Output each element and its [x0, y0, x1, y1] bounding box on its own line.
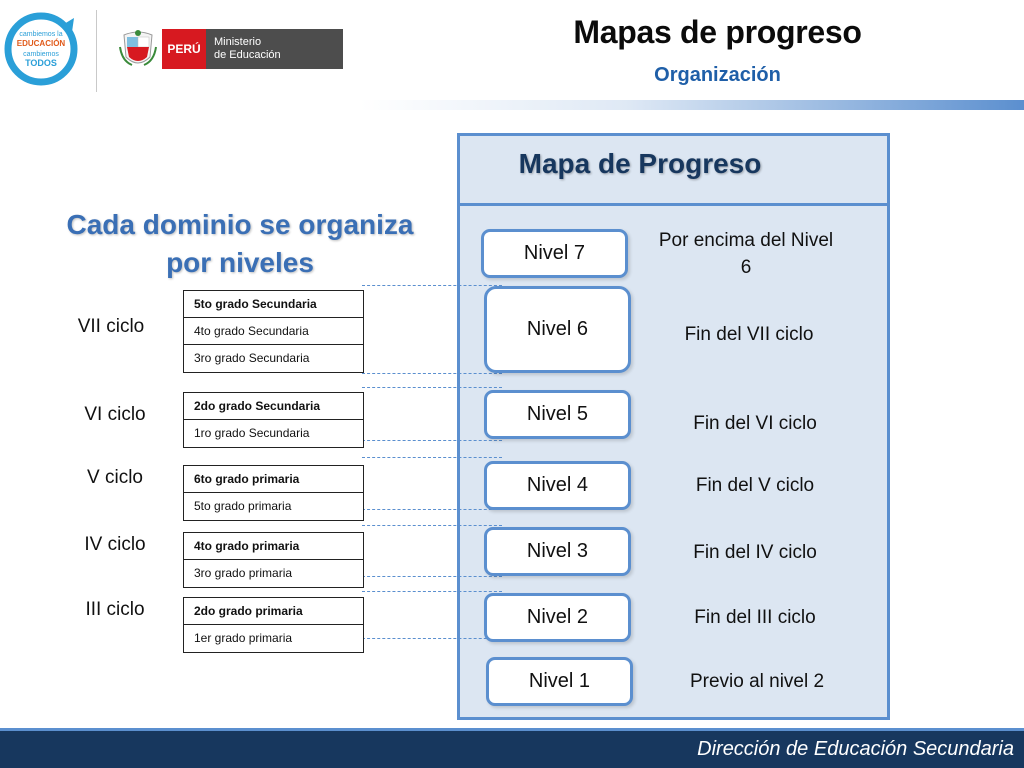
grade-cell: 1er grado primaria: [194, 631, 293, 645]
grade-table-iv: [183, 532, 364, 588]
connector-line: [362, 525, 502, 526]
nivel-1-desc: Previo al nivel 2: [689, 671, 825, 692]
grade-cell: 2do grado Secundaria: [184, 393, 363, 420]
grade-table-iii: [183, 597, 364, 653]
nivel-5-box: Nivel 5: [484, 390, 631, 439]
section-heading: [50, 206, 430, 282]
section-heading-line2: por niveles: [166, 247, 314, 278]
ministry-label: [206, 29, 343, 69]
grade-table-v: [183, 465, 364, 521]
footer-text: Dirección de Educación Secundaria: [697, 738, 1014, 760]
grade-table-vi: [183, 392, 364, 448]
nivel-2-box: Nivel 2: [484, 593, 631, 642]
connector-line: [362, 440, 502, 441]
peru-coat-of-arms-icon: [118, 27, 158, 71]
section-heading-line1: Cada dominio se organiza: [66, 209, 414, 240]
connector-line: [362, 457, 502, 458]
grade-cell: 5to grado primaria: [194, 499, 292, 513]
ciclo-label-iii: III ciclo: [85, 599, 145, 620]
nivel-4-desc: Fin del V ciclo: [695, 475, 815, 496]
logo-text-2: EDUCACIÓN: [16, 39, 66, 48]
ciclo-label-vi: VI ciclo: [84, 404, 146, 425]
connector-line: [362, 509, 502, 510]
nivel-7-desc: Por encima del Nivel 6: [658, 230, 834, 278]
grade-table-vii: [183, 290, 364, 373]
logo-text-4: TODOS: [25, 58, 57, 68]
map-title: Mapa de Progreso: [518, 148, 762, 179]
nivel-5-desc: Fin del VI ciclo: [693, 413, 817, 434]
nivel-2-desc: Fin del III ciclo: [694, 607, 816, 628]
ciclo-label-v: V ciclo: [87, 467, 143, 488]
peru-label: PERÚ: [162, 29, 206, 69]
logo-text-3: cambiemos: [23, 51, 59, 58]
logo-text-1: cambiemos la: [19, 31, 63, 38]
header-gradient-band: [360, 100, 1024, 110]
connector-line: [362, 285, 502, 286]
grade-cell: 4to grado primaria: [184, 533, 363, 560]
grade-cell: 5to grado Secundaria: [184, 291, 363, 318]
page-title: Mapas de progreso: [573, 14, 862, 50]
nivel-3-box: Nivel 3: [484, 527, 631, 576]
connector-line: [362, 373, 502, 374]
nivel-6-box: Nivel 6: [484, 286, 631, 373]
nivel-1-box: Nivel 1: [486, 657, 633, 706]
ministry-line1: Ministerio: [214, 36, 262, 48]
grade-cell: 1ro grado Secundaria: [194, 426, 310, 440]
grade-cell: 6to grado primaria: [184, 466, 363, 493]
connector-line: [362, 638, 502, 639]
grade-cell: 2do grado primaria: [184, 598, 363, 625]
ministry-line2: de Educación: [214, 49, 281, 61]
cambiemos-educacion-logo: [4, 10, 78, 88]
nivel-4-box: Nivel 4: [484, 461, 631, 510]
nivel-7-box: Nivel 7: [481, 229, 628, 278]
map-panel-divider: [460, 203, 887, 206]
connector-line: [362, 387, 502, 388]
ciclo-label-vii: VII ciclo: [77, 316, 145, 337]
connector-line: [362, 591, 502, 592]
grade-cell: 4to grado Secundaria: [184, 318, 363, 345]
grade-cell: 3ro grado Secundaria: [194, 351, 310, 365]
nivel-3-desc: Fin del IV ciclo: [693, 542, 817, 563]
grade-cell: 3ro grado primaria: [194, 566, 293, 580]
ciclo-label-iv: IV ciclo: [84, 534, 146, 555]
nivel-6-desc: Fin del VII ciclo: [684, 324, 814, 345]
header-separator: [96, 10, 97, 92]
page-subtitle: Organización: [654, 64, 781, 86]
connector-line: [362, 576, 502, 577]
